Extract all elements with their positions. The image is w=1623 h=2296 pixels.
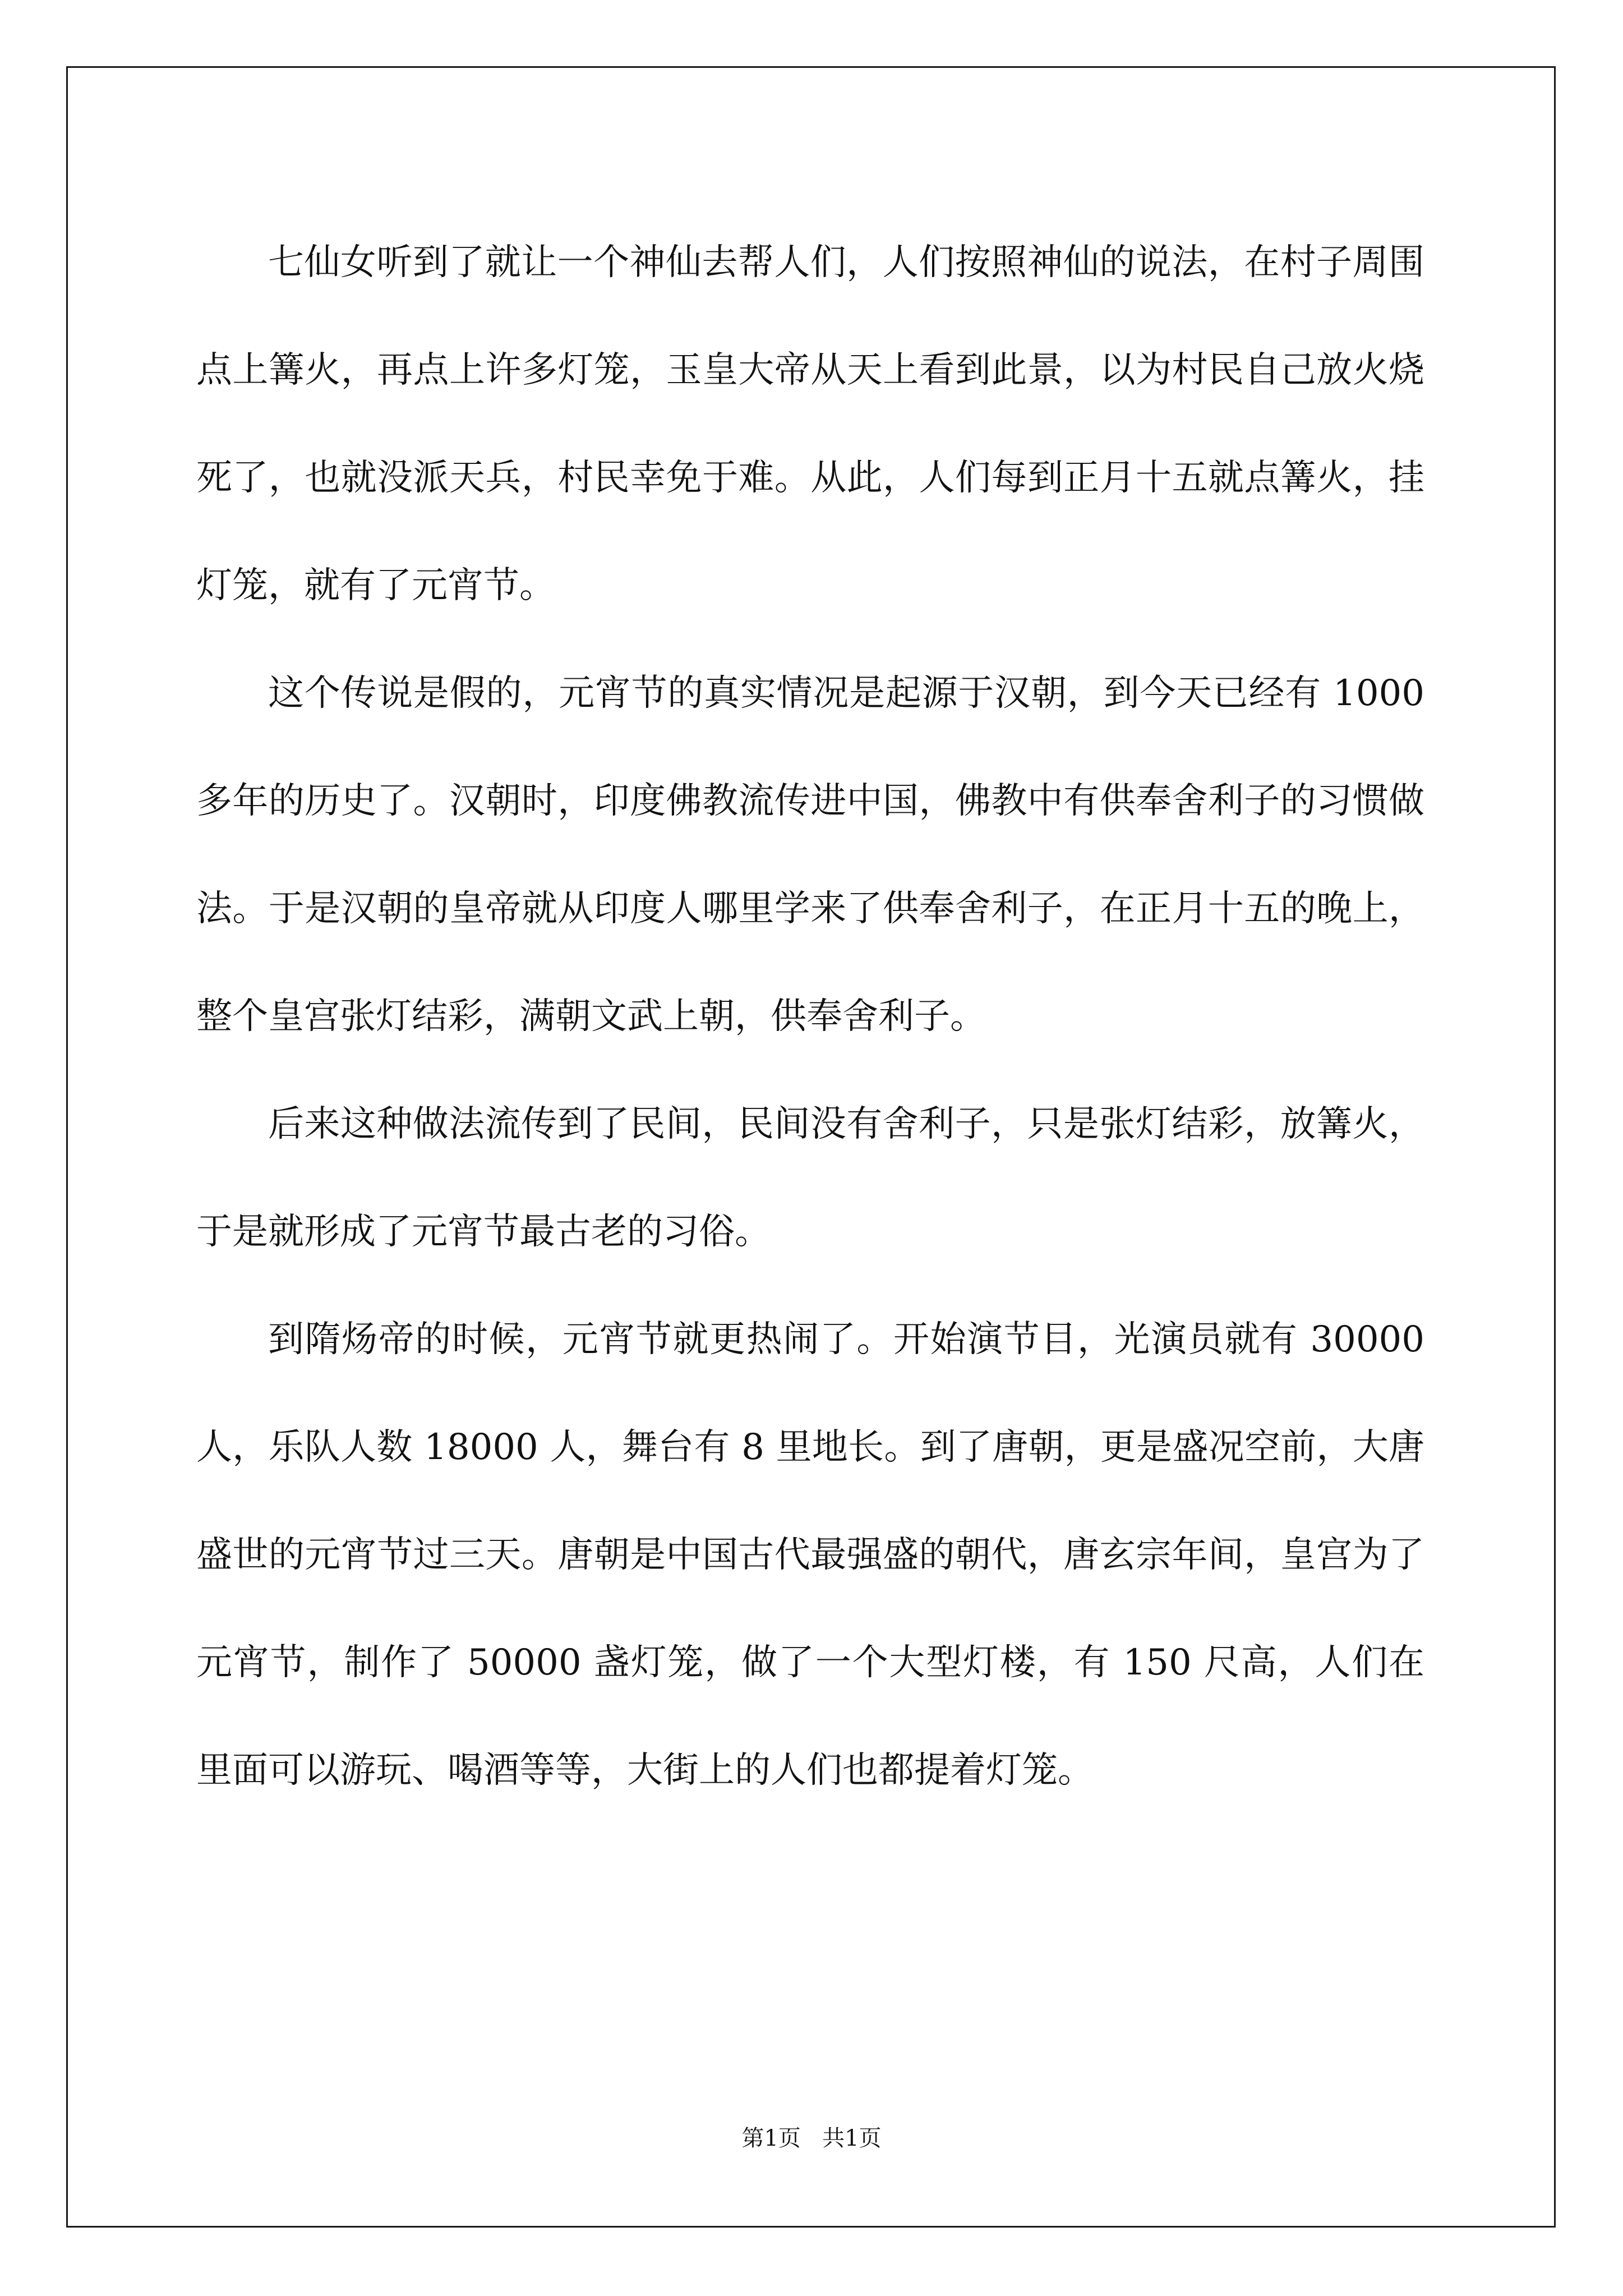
paragraph-1: 七仙女听到了就让一个神仙去帮人们，人们按照神仙的说法，在村子周围点上篝火，再点上许多灯笼，玉皇大帝从天上看到此景，以为村民自己放火烧死了，也就没派天兵，村民幸免于难。从此，人们每到正月十五就点篝火，挂灯笼，就有了元宵节。: [196, 242, 1424, 606]
document-body: [196, 209, 1424, 1824]
page-footer: [0, 2120, 1623, 2152]
paragraph-2: 这个传说是假的，元宵节的真实情况是起源于汉朝，到今天已经有 1000 多年的历史了。汉朝时，印度佛教流传进中国，佛教中有供奉舍利子的习惯做法。于是汉朝的皇帝就从印度人哪里学来了供奉舍利子，在正月十五的晚上，整个皇宫张灯结彩，满朝文武上朝，供奉舍利子。: [196, 673, 1424, 1037]
page-total: 共1页: [822, 2125, 882, 2151]
page-number: 第1页: [741, 2125, 801, 2151]
paragraph-4: 到隋炀帝的时候，元宵节就更热闹了。开始演节目，光演员就有 30000 人，乐队人数 18000 人，舞台有 8 里地长。到了唐朝，更是盛况空前，大唐盛世的元宵节过三天。唐朝是中国古代最强盛的朝代，唐玄宗年间，皇宫为了元宵节，制作了 50000 盏灯笼，做了一个大型灯楼，有 150 尺高，人们在里面可以游玩、喝酒等等，大街上的人们也都提着灯笼。: [196, 1319, 1424, 1791]
paragraph-3: 后来这种做法流传到了民间，民间没有舍利子，只是张灯结彩，放篝火，于是就形成了元宵节最古老的习俗。: [196, 1103, 1424, 1253]
